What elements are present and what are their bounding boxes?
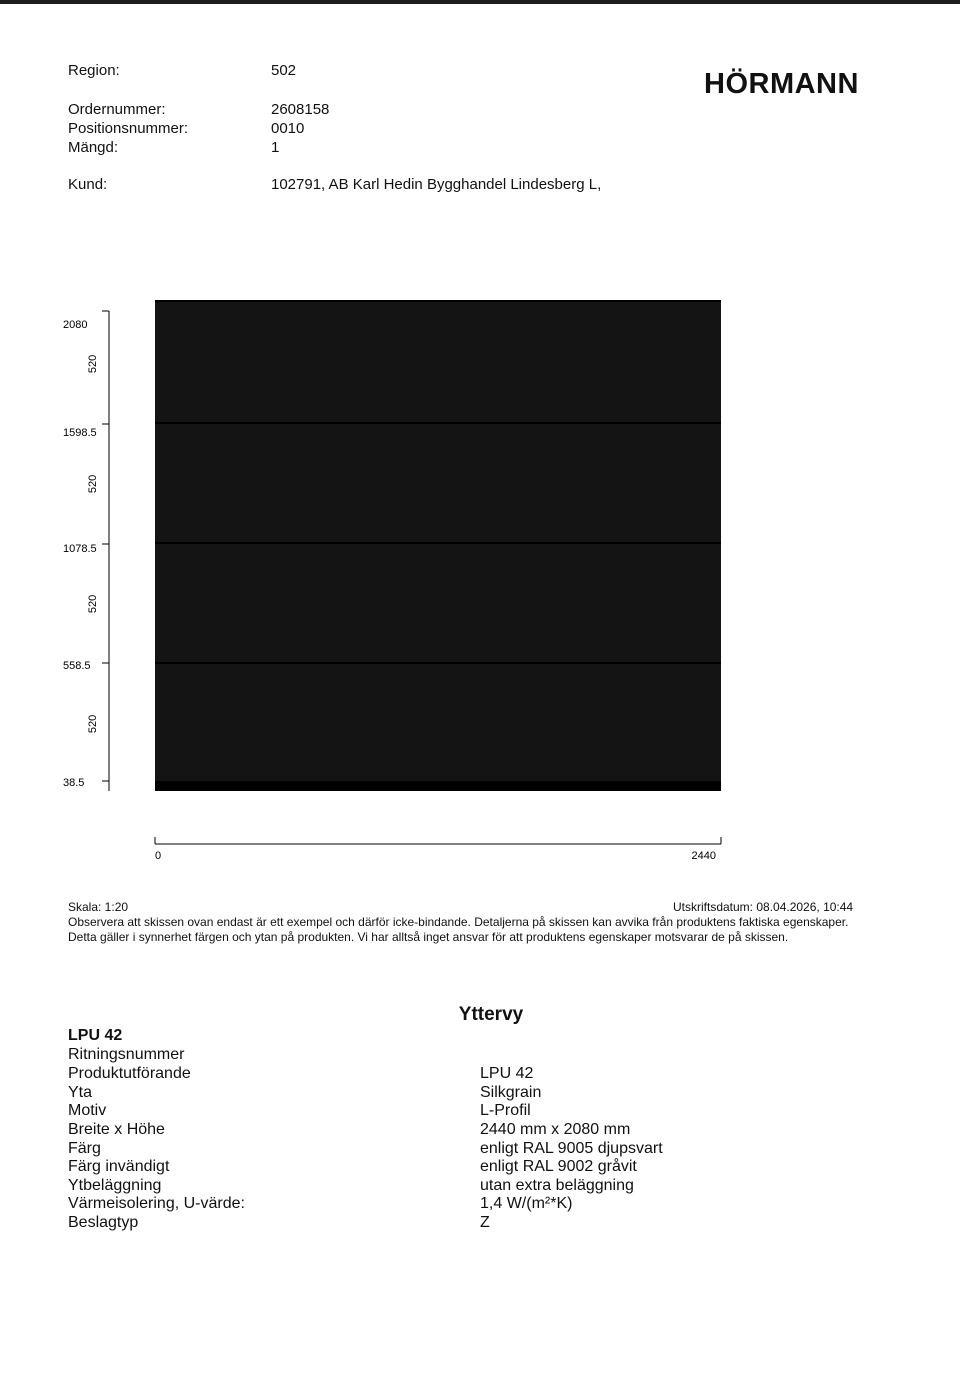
spec-value: enligt RAL 9002 gråvit [480,1158,637,1175]
position-number-label: Positionsnummer: [68,120,189,137]
section-height-label: 520 [87,714,99,734]
disclaimer-text: Observera att skissen ovan endast är ett exempel och därför icke-bindande. Detaljerna på skissen kan avvika från produktens faktiska egenskaper. Detta gäller i synnerhet färgen och ytan på produkten. Vi har alltså inget ansvar för att produktens egenskaper motsvarar de på skissen. [68,915,849,944]
spec-label: Produktutförande [68,1065,191,1082]
quantity-value: 1 [271,139,280,156]
spec-label: Färg [68,1140,101,1157]
section-height-label: 520 [87,594,99,614]
y-tick-label: 38.5 [63,777,85,789]
customer-label: Kund: [68,176,108,193]
width-dimension [155,837,721,844]
spec-value: utan extra beläggning [480,1177,634,1194]
order-number-label: Ordernummer: [68,101,166,118]
x-tick-label: 0 [155,850,162,862]
spec-value: enligt RAL 9005 djupsvart [480,1140,663,1157]
spec-label: Färg invändigt [68,1158,170,1175]
x-tick-label: 2440 [691,850,716,862]
spec-value: LPU 42 [480,1065,534,1082]
position-number-value: 0010 [271,120,305,137]
y-tick-label: 1598.5 [63,427,97,439]
spec-value: 1,4 W/(m²*K) [480,1195,573,1212]
door-bottom-seal [155,781,721,791]
quantity-label: Mängd: [68,139,119,156]
y-tick-label: 2080 [63,319,88,331]
y-tick-label: 558.5 [63,660,91,672]
spec-label: Beslagtyp [68,1214,139,1231]
region-label: Region: [68,62,120,79]
height-dimension [102,311,109,791]
section-title: Yttervy [458,1004,524,1025]
section-height-label: 520 [87,354,99,374]
spec-label: Yta [68,1084,93,1101]
door-body [155,300,721,791]
section-height-label: 520 [87,474,99,494]
region-value: 502 [271,62,297,79]
spec-value: Z [480,1214,490,1231]
product-model: LPU 42 [68,1027,123,1044]
order-number-value: 2608158 [271,101,330,118]
door-panel [155,300,721,791]
spec-value: Silkgrain [480,1084,542,1101]
hormann-logo: HÖRMANN [704,68,859,100]
spec-label: Ytbeläggning [68,1177,162,1194]
customer-value: 102791, AB Karl Hedin Bygghandel Lindesberg L, [271,176,602,193]
scale-text: Skala: 1:20 [68,900,129,914]
spec-value: L-Profil [480,1102,531,1119]
y-tick-label: 1078.5 [63,543,97,555]
spec-label: Motiv [68,1102,107,1119]
spec-label: Värmeisolering, U-värde: [68,1195,245,1212]
print-date: Utskriftsdatum: 08.04.2026, 10:44 [673,900,854,914]
spec-label: Ritningsnummer [68,1046,185,1063]
spec-label: Breite x Höhe [68,1121,165,1138]
spec-value: 2440 mm x 2080 mm [480,1121,631,1138]
